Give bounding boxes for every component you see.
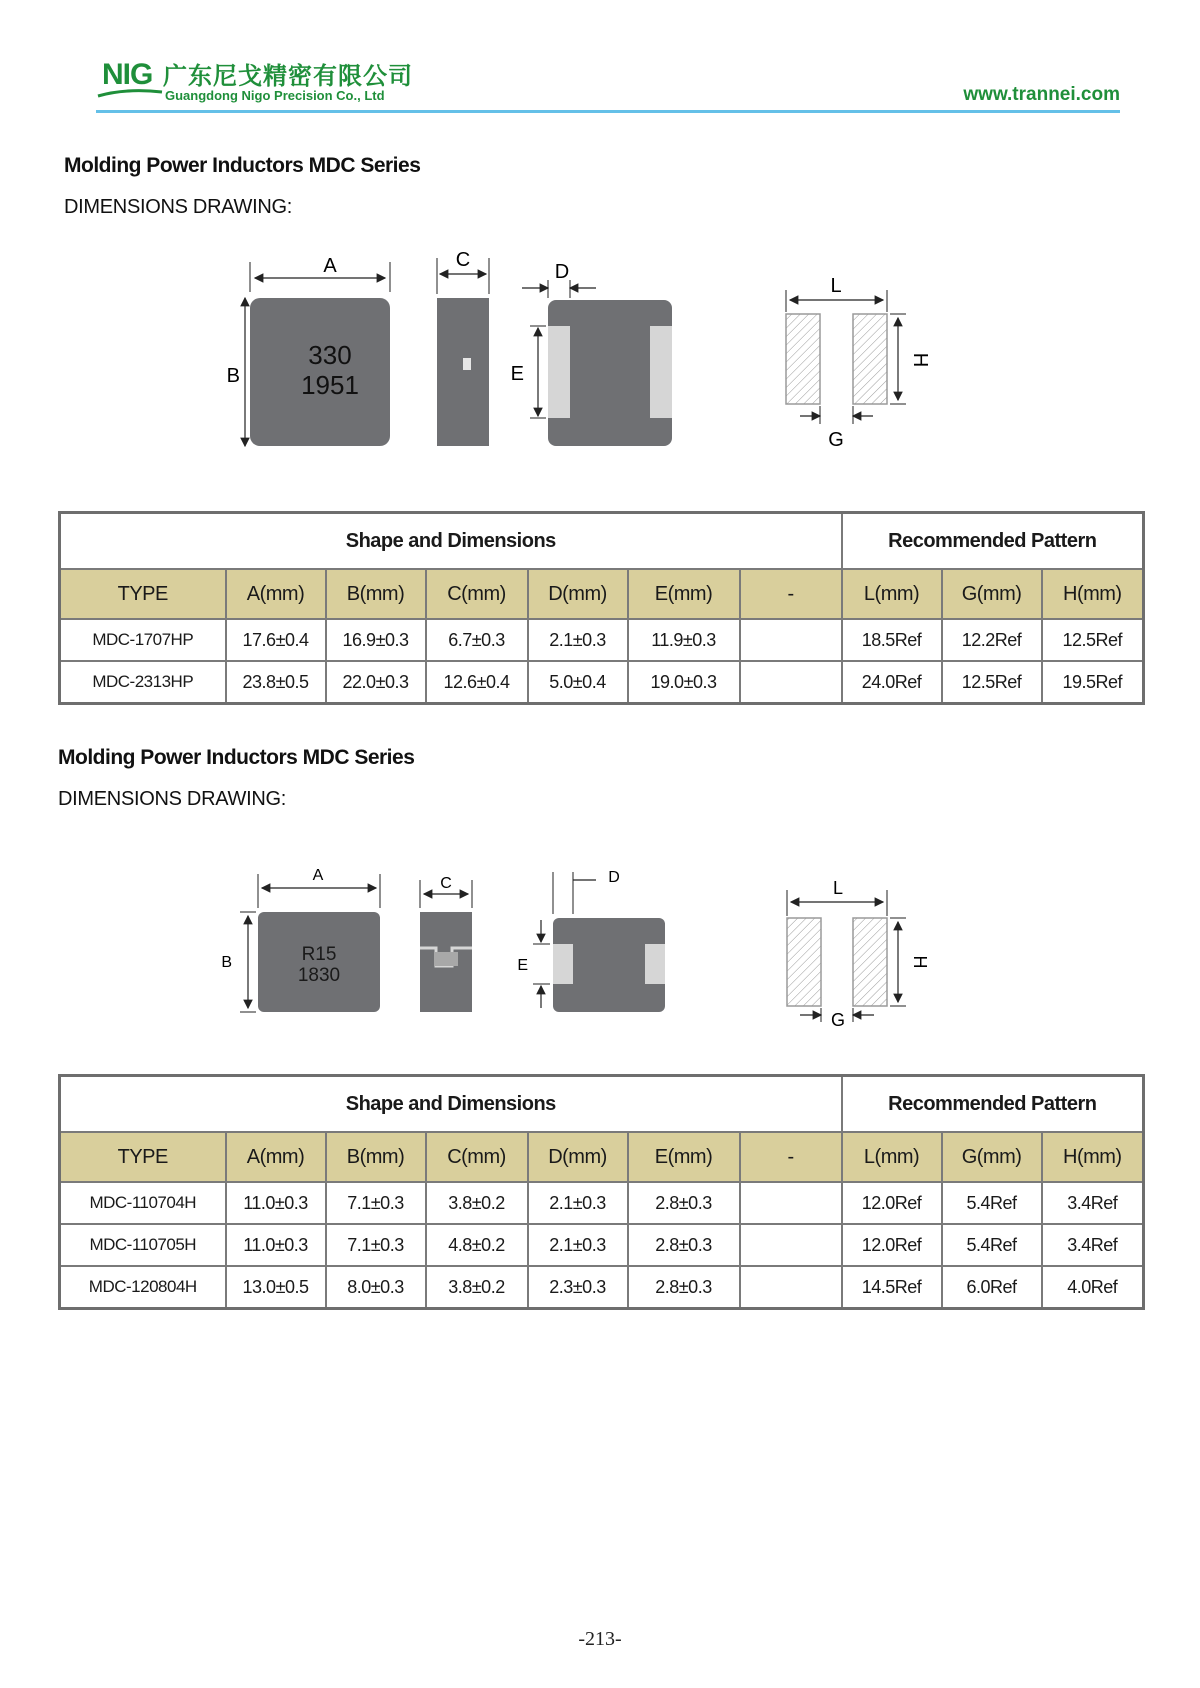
col-header-a: A(mm) [226, 1132, 326, 1182]
table-row [60, 1182, 1144, 1224]
label-e: E [517, 957, 528, 974]
col-header-blank: - [740, 569, 842, 619]
section-2-subtitle: DIMENSIONS DRAWING: [58, 788, 287, 810]
cell-blank [740, 661, 842, 704]
cell-a: 23.8±0.5 [226, 661, 326, 704]
cell-e: 2.8±0.3 [628, 1224, 740, 1266]
group-recommended-pattern: Recommended Pattern [842, 1076, 1144, 1133]
dimensions-table-1 [58, 511, 1145, 705]
cell-g: 12.2Ref [942, 619, 1042, 661]
cell-c: 6.7±0.3 [426, 619, 528, 661]
cell-c: 3.8±0.2 [426, 1266, 528, 1309]
logo-swoosh-icon [96, 86, 166, 100]
cell-l: 24.0Ref [842, 661, 942, 704]
cell-l: 12.0Ref [842, 1182, 942, 1224]
section-1-drawing [0, 240, 1200, 460]
label-b: B [226, 365, 240, 387]
cell-d: 2.1±0.3 [528, 1182, 628, 1224]
cell-h: 3.4Ref [1042, 1182, 1144, 1224]
cell-g: 12.5Ref [942, 661, 1042, 704]
col-header-d: D(mm) [528, 569, 628, 619]
label-c: C [455, 249, 471, 271]
col-header-l: L(mm) [842, 569, 942, 619]
cell-blank [740, 1266, 842, 1309]
cell-c: 4.8±0.2 [426, 1224, 528, 1266]
pad-right [853, 918, 887, 1006]
cell-type: MDC-110705H [60, 1224, 226, 1266]
section-2-title: Molding Power Inductors MDC Series [58, 746, 415, 769]
col-header-type: TYPE [60, 1132, 226, 1182]
marking-code-2: 1830 [297, 965, 341, 986]
label-c: C [440, 875, 452, 892]
cell-blank [740, 619, 842, 661]
cell-blank [740, 1182, 842, 1224]
section-2-drawing [0, 850, 1200, 1030]
label-d: D [554, 261, 570, 283]
table-row [60, 661, 1144, 704]
col-header-c: C(mm) [426, 1132, 528, 1182]
label-e: E [510, 363, 524, 385]
company-name-cn: 广东尼戈精密有限公司 [163, 62, 413, 90]
col-header-d: D(mm) [528, 1132, 628, 1182]
cell-e: 11.9±0.3 [628, 619, 740, 661]
component-body-side [437, 298, 489, 446]
page-number: -213- [578, 1628, 622, 1650]
label-b: B [221, 954, 232, 971]
cell-g: 5.4Ref [942, 1224, 1042, 1266]
bottom-view-2 [517, 869, 665, 1012]
cell-d: 2.1±0.3 [528, 1224, 628, 1266]
terminal-left [553, 944, 573, 984]
col-header-g: G(mm) [942, 1132, 1042, 1182]
col-header-c: C(mm) [426, 569, 528, 619]
pad-left [787, 918, 821, 1006]
cell-blank [740, 1224, 842, 1266]
label-h: H [910, 955, 930, 969]
cell-b: 7.1±0.3 [326, 1182, 426, 1224]
cell-b: 22.0±0.3 [326, 661, 426, 704]
cell-g: 5.4Ref [942, 1182, 1042, 1224]
col-header-h: H(mm) [1042, 1132, 1144, 1182]
company-logo: NIG [102, 58, 153, 91]
col-header-b: B(mm) [326, 1132, 426, 1182]
group-shape-dimensions: Shape and Dimensions [60, 1076, 842, 1133]
website-link[interactable]: www.trannei.com [963, 84, 1120, 105]
label-a: A [323, 255, 337, 277]
marking-code-1: 330 [308, 340, 352, 370]
label-l: L [832, 878, 844, 898]
col-header-e: E(mm) [628, 569, 740, 619]
cell-a: 13.0±0.5 [226, 1266, 326, 1309]
section-1-title: Molding Power Inductors MDC Series [64, 154, 421, 177]
cell-e: 19.0±0.3 [628, 661, 740, 704]
col-header-e: E(mm) [628, 1132, 740, 1182]
terminal-left [548, 326, 570, 418]
top-view-2 [221, 867, 380, 1012]
label-g: G [828, 429, 844, 451]
label-d: D [608, 869, 620, 886]
pad-right [853, 314, 887, 404]
label-g: G [830, 1010, 846, 1030]
col-header-g: G(mm) [942, 569, 1042, 619]
cell-c: 12.6±0.4 [426, 661, 528, 704]
table-row [60, 1266, 1144, 1309]
cell-g: 6.0Ref [942, 1266, 1042, 1309]
bottom-view-1 [511, 261, 672, 446]
col-header-l: L(mm) [842, 1132, 942, 1182]
cell-type: MDC-110704H [60, 1182, 226, 1224]
terminal-right [650, 326, 672, 418]
group-shape-dimensions: Shape and Dimensions [60, 513, 842, 570]
cell-l: 14.5Ref [842, 1266, 942, 1309]
cell-d: 2.1±0.3 [528, 619, 628, 661]
side-view-1 [437, 249, 489, 446]
top-view-1 [227, 255, 390, 446]
col-header-a: A(mm) [226, 569, 326, 619]
cell-d: 5.0±0.4 [528, 661, 628, 704]
cell-a: 17.6±0.4 [226, 619, 326, 661]
label-a: A [312, 867, 324, 884]
cell-type: MDC-120804H [60, 1266, 226, 1309]
cell-e: 2.8±0.3 [628, 1182, 740, 1224]
terminal-right [645, 944, 665, 984]
dimensions-table-2 [58, 1074, 1145, 1310]
col-header-h: H(mm) [1042, 569, 1144, 619]
cell-h: 12.5Ref [1042, 619, 1144, 661]
label-l: L [830, 275, 842, 297]
cell-b: 7.1±0.3 [326, 1224, 426, 1266]
header-divider [96, 110, 1120, 113]
marking-code-2: 1951 [301, 370, 359, 400]
cell-c: 3.8±0.2 [426, 1182, 528, 1224]
land-pattern-1 [786, 275, 931, 451]
cell-b: 16.9±0.3 [326, 619, 426, 661]
cell-l: 12.0Ref [842, 1224, 942, 1266]
table-row [60, 619, 1144, 661]
cell-a: 11.0±0.3 [226, 1224, 326, 1266]
cell-h: 3.4Ref [1042, 1224, 1144, 1266]
cell-type: MDC-1707HP [60, 619, 226, 661]
land-pattern-2 [787, 878, 930, 1030]
cell-h: 19.5Ref [1042, 661, 1144, 704]
col-header-type: TYPE [60, 569, 226, 619]
cell-d: 2.3±0.3 [528, 1266, 628, 1309]
cell-b: 8.0±0.3 [326, 1266, 426, 1309]
cell-l: 18.5Ref [842, 619, 942, 661]
company-name-en: Guangdong Nigo Precision Co., Ltd [165, 88, 385, 103]
cell-type: MDC-2313HP [60, 661, 226, 704]
col-header-blank: - [740, 1132, 842, 1182]
marking-code-1: R15 [301, 944, 337, 965]
pad-left [786, 314, 820, 404]
cell-h: 4.0Ref [1042, 1266, 1144, 1309]
label-h: H [909, 352, 931, 368]
section-1-subtitle: DIMENSIONS DRAWING: [64, 196, 293, 218]
col-header-b: B(mm) [326, 569, 426, 619]
side-view-2 [420, 875, 472, 1012]
cell-e: 2.8±0.3 [628, 1266, 740, 1309]
cell-a: 11.0±0.3 [226, 1182, 326, 1224]
table-row [60, 1224, 1144, 1266]
group-recommended-pattern: Recommended Pattern [842, 513, 1144, 570]
